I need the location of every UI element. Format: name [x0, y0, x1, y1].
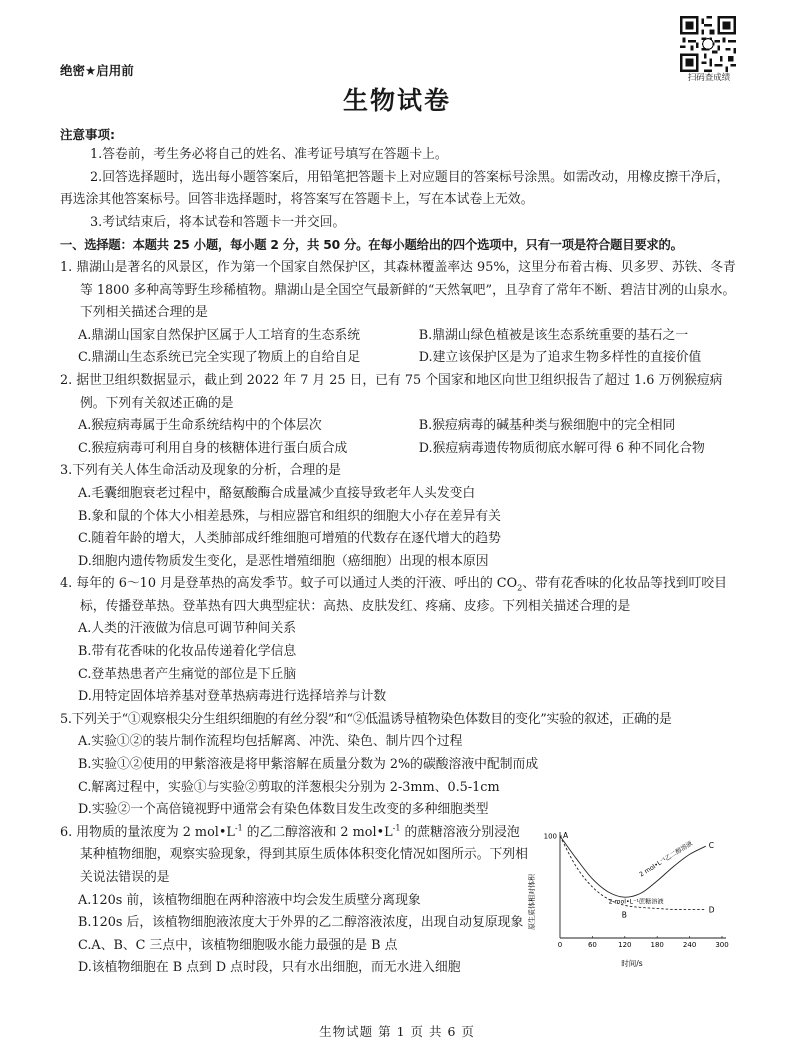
x-tick-label: 120	[618, 941, 632, 949]
notice-item: 1.答卷前，考生务必将自己的姓名、准考证号填写在答题卡上。	[90, 147, 448, 162]
question-stem: 2. 据世卫组织数据显示，截止到 2022 年 7 月 25 日，已有 75 个国家和地区向世卫组织报告了超过 1.6 万例猴痘病例。下列有关叙述正确的是	[60, 372, 723, 411]
option-a: A.猴痘病毒属于生命系统结构中的个体层次	[78, 418, 322, 434]
option-b: B.实验①②使用的甲紫溶液是将甲紫溶解在质量分数为 2%的碳酸溶液中配制而成	[78, 757, 539, 773]
option-d: D.该植物细胞在 B 点到 D 点时段，只有水出细胞，而无水进入细胞	[78, 960, 461, 976]
series-label: 2 mol•L⁻¹乙二醇溶液	[638, 840, 694, 879]
x-tick-label: 180	[650, 941, 664, 949]
page-footer: 生物试题 第 1 页 共 6 页	[319, 1024, 475, 1039]
option-row	[60, 415, 740, 438]
qr-code-icon	[680, 16, 736, 72]
notice-item: 2.回答选择题时，选出每小题答案后，用铅笔把答题卡上对应题目的答案标号涂黑。如需改动，用橡皮擦干净后，再选涂其他答案标号。回答非选择题时，将答案写在答题卡上，写在本试卷上无效。	[60, 169, 730, 208]
point-label-a: A	[563, 831, 569, 840]
option-c: C.鼎湖山生态系统已完全实现了物质上的自给自足	[78, 350, 361, 366]
option-a: A.实验①②的装片制作流程均包括解离、冲洗、染色、制片四个过程	[78, 734, 463, 750]
option-b: B.带有花香味的化妆品传递着化学信息	[78, 644, 297, 660]
option-b: B.象和鼠的个体大小相差悬殊，与相应器官和组织的细胞大小存在差异有关	[78, 508, 501, 524]
option-c: C.登革热患者产生痛觉的部位是下丘脑	[78, 666, 297, 682]
question-stem: 3.下列有关人体生命活动及现象的分析，合理的是	[60, 463, 341, 479]
option-d: D.细胞内遗传物质发生变化，是恶性增殖细胞（癌细胞）出现的根本原因	[78, 553, 489, 569]
y-tick-label: 100	[543, 832, 557, 841]
section-heading: 一、选择题：本题共 25 小题，每小题 2 分，共 50 分。在每小题给出的四个选项中，只有一项是符合题目要求的。	[60, 238, 683, 253]
point-label-d: D	[708, 905, 715, 915]
option-row	[60, 325, 740, 348]
y-axis-label: 原生质体相对体积	[528, 874, 536, 930]
option-d: D.用特定固体培养基对登革热病毒进行选择培养与计数	[78, 689, 387, 705]
notice-item: 3.考试结束后，将本试卷和答题卡一并交回。	[90, 214, 346, 230]
notice-heading: 注意事项:	[60, 127, 115, 142]
option-a: A.鼎湖山国家自然保护区属于人工培育的生态系统	[78, 327, 361, 343]
page-title: 生物试卷	[342, 86, 451, 115]
x-tick-label: 0	[557, 941, 563, 949]
option-d: D.猴痘病毒遗传物质彻底水解可得 6 种不同化合物	[418, 440, 705, 456]
x-tick-label: 240	[682, 941, 697, 949]
option-c: C.A、B、C 三点中，该植物细胞吸水能力最强的是 B 点	[78, 937, 398, 953]
point-label-c: C	[708, 841, 715, 851]
x-axis-label: 时间/s	[621, 959, 643, 968]
option-b: B.猴痘病毒的碱基种类与猴细胞中的完全相同	[418, 418, 676, 434]
question-stem: 5.下列关于“①观察根尖分生组织细胞的有丝分裂”和“②低温诱导植物染色体数目的变化”实验的叙述，正确的是	[60, 711, 672, 727]
option-d: D.建立该保护区是为了追求生物多样性的直接价值	[418, 350, 702, 366]
option-b: B.鼎湖山绿色植被是该生态系统重要的基石之一	[418, 327, 689, 343]
option-a: A.120s 前，该植物细胞在两种溶液中均会发生质壁分离现象	[78, 892, 421, 908]
question-stem: 1. 鼎湖山是著名的风景区，作为第一个国家自然保护区，其森林覆盖率达 95%，这里分布着古梅、贝多罗、苏铁、冬青等 1800 多种高等野生珍稀植物。鼎湖山是全国空气最新鲜的“天然氧吧”，且孕育了常年不断、碧洁甘冽的山泉水。下列相关描述合理的是	[60, 259, 736, 321]
option-d: D.实验②一个高倍镜视野中通常会有染色体数目发生改变的多种细胞类型	[78, 802, 489, 818]
option-row	[60, 438, 740, 461]
option-b: B.120s 后，该植物细胞液浓度大于外界的乙二醇溶液浓度，出现自动复原现象	[78, 915, 524, 931]
option-a: A.毛囊细胞衰老过程中，酪氨酸酶合成量减少直接导致老年人头发变白	[78, 485, 476, 501]
option-row	[60, 347, 740, 370]
point-label-b: B	[621, 910, 627, 920]
volume-chart	[522, 818, 732, 970]
x-tick-label: 300	[715, 941, 729, 949]
series-label: 2 mol•L⁻¹蔗糖溶液	[608, 898, 664, 906]
option-c: C.猴痘病毒可利用自身的核糖体进行蛋白质合成	[78, 440, 348, 456]
secret-label: 绝密★启用前	[60, 63, 134, 78]
option-c: C.随着年龄的增大，人类肺部成纤维细胞可增殖的代数存在逐代增大的趋势	[78, 531, 501, 547]
x-tick-label: 60	[587, 941, 597, 949]
question-stem: 4. 每年的 6～10 月是登革热的高发季节。蚊子可以通过人类的汗液、呼出的 $CO_2$、带有花香味的化妆品等找到叮咬目标，传播登革热。登革热有四大典型症状：高热、皮肤发红、疼痛、皮疹。下列相关描述合理的是	[60, 576, 727, 614]
option-a: A.人类的汗液做为信息可调节种间关系	[78, 621, 297, 637]
option-c: C.解离过程中，实验①与实验②剪取的洋葱根尖分别为 2-3mm、0.5-1cm	[78, 779, 500, 795]
question-stem: 6. 用物质的量浓度为 2 $mol•L^{-1}$ 的乙二醇溶液和 2 $mol•L^{-1}$ 的蔗糖溶液分别浸泡某种植物细胞，观察实验现象，得到其原生质体体积变化情况如图所示。下列相关说法错误的是	[60, 823, 528, 885]
qr-caption: 扫码查成绩	[687, 73, 731, 83]
